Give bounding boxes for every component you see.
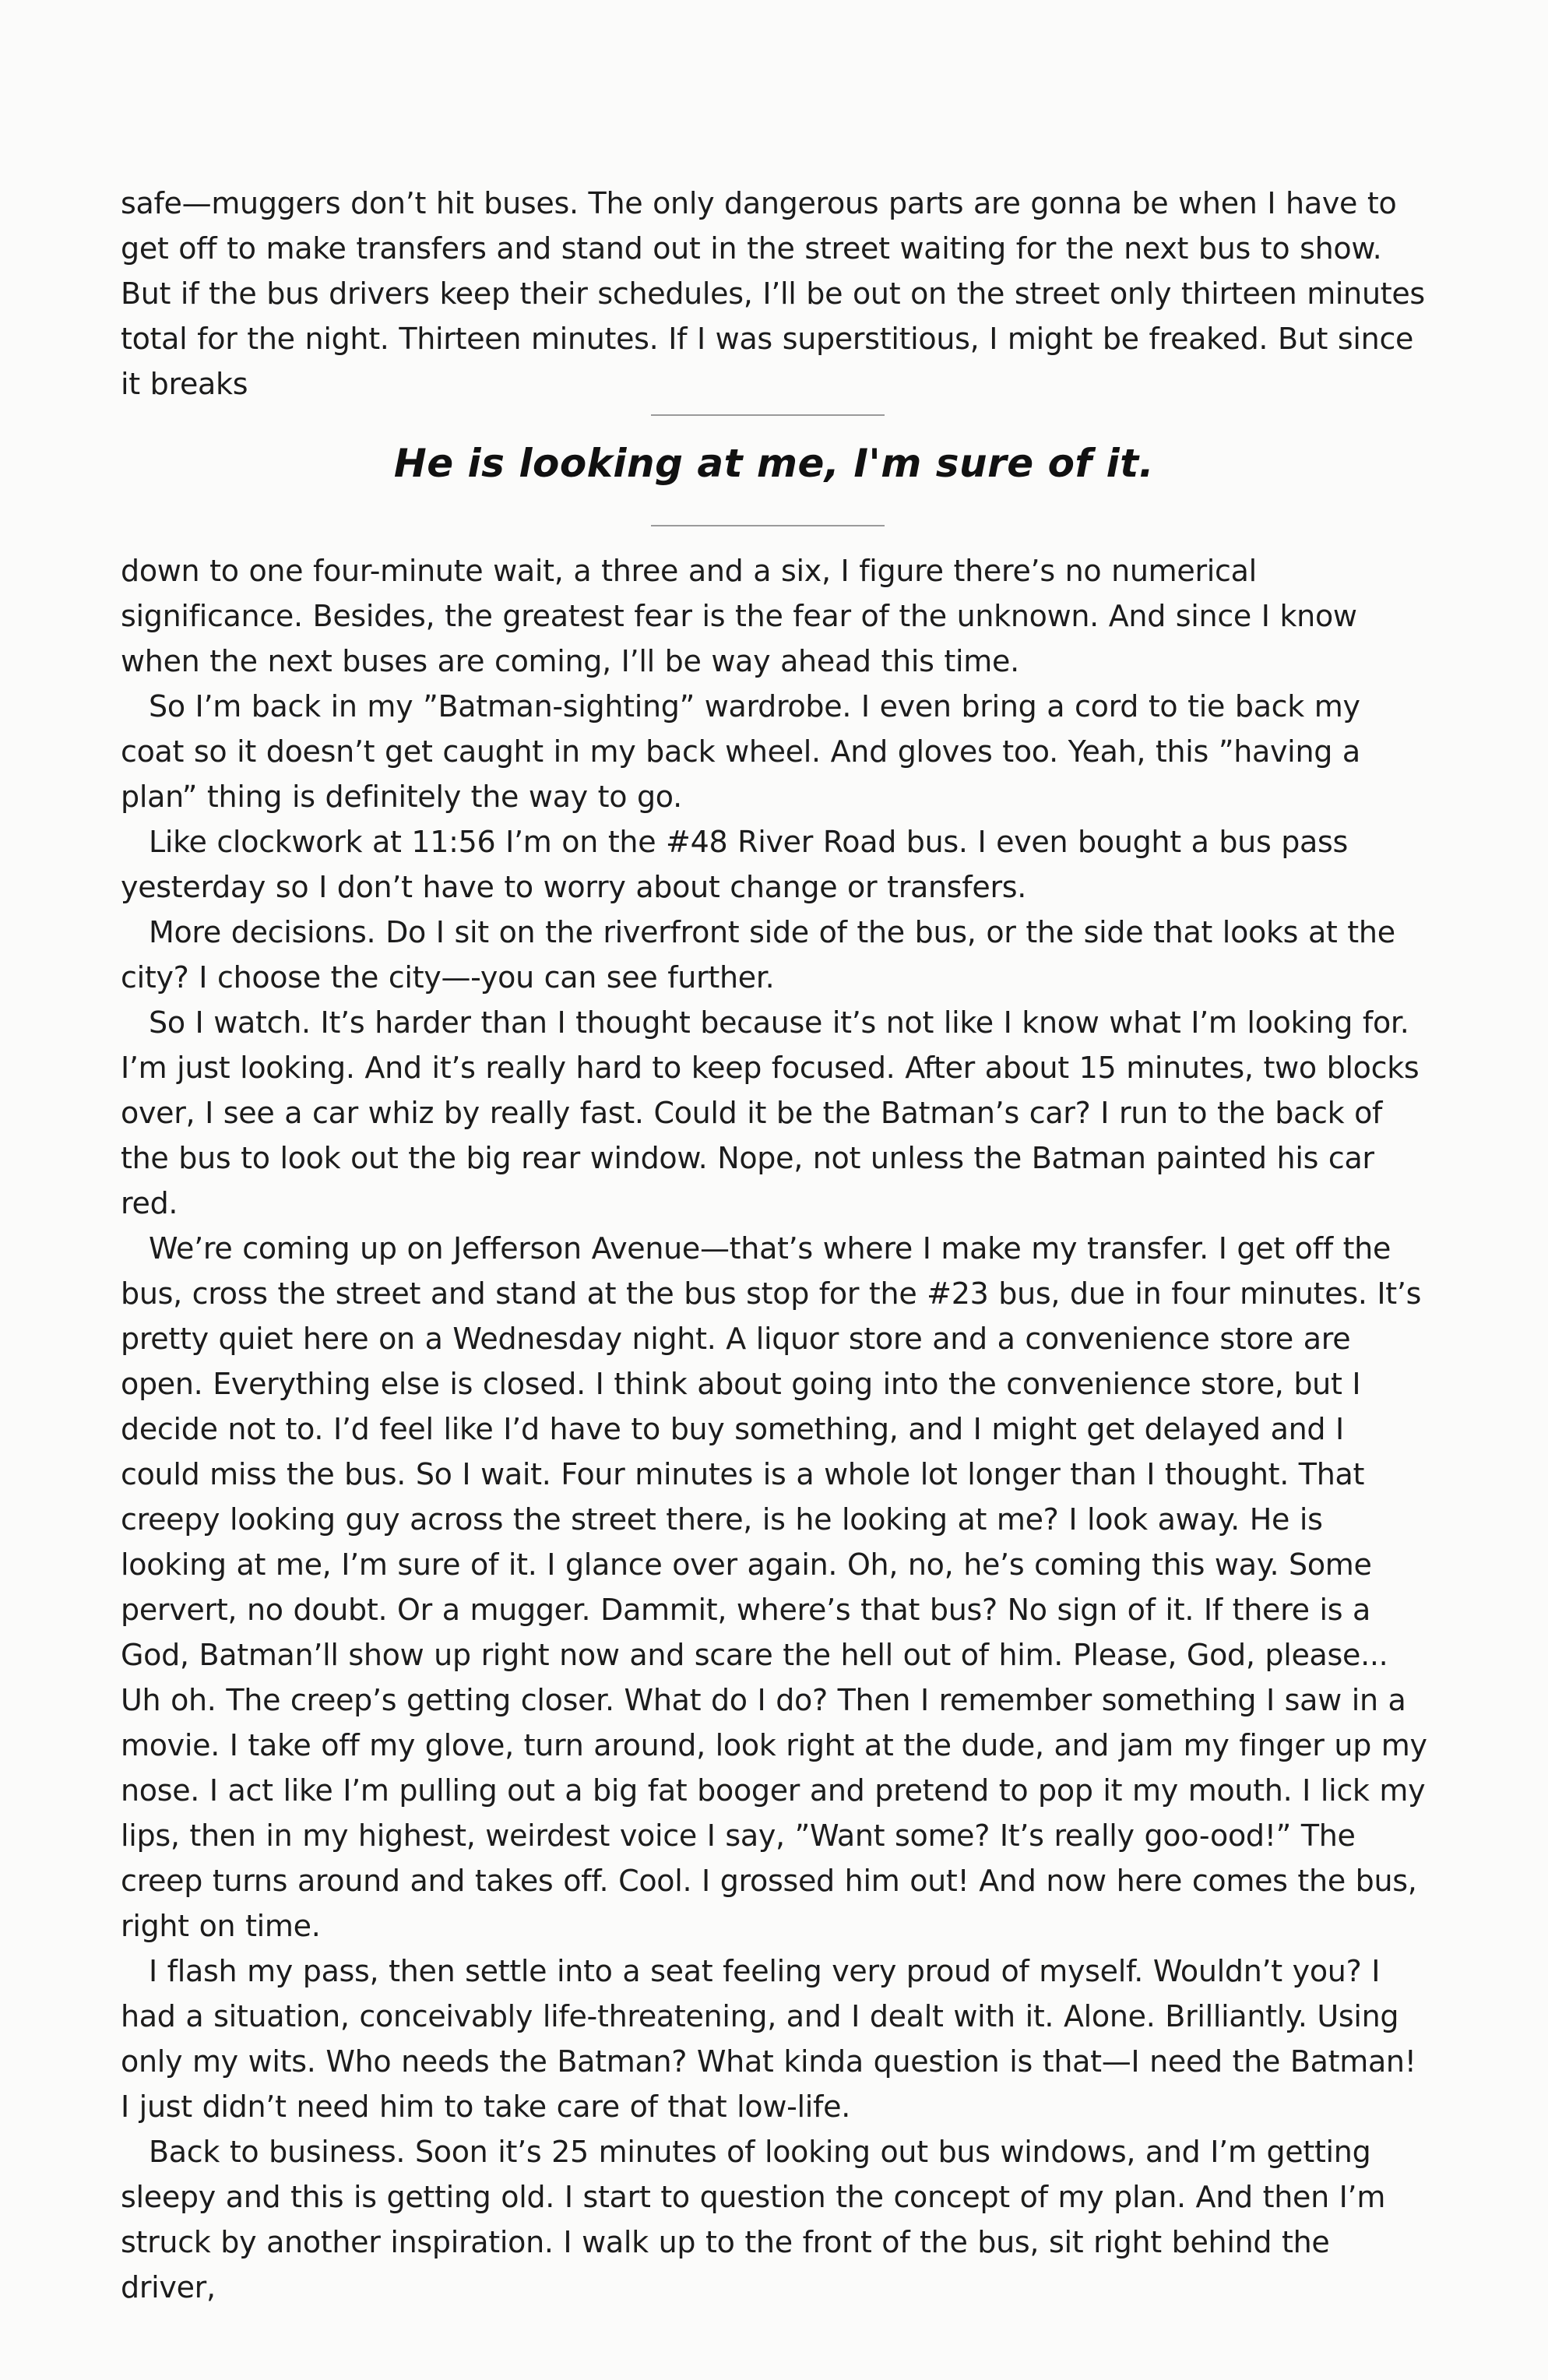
paragraph: I flash my pass, then settle into a seat feeling very proud of myself. Wouldn’t you? I had a situation, conceivably life-threatening, and I dealt with it. Alone. Brilliantly. Using only my wits. Who needs the Batman? What kinda question is that—I need the Batman! I just didn’t need him to take care of that low-life. (121, 1954, 1416, 2124)
paragraph-continuation: down to one four-minute wait, a three and a six, I figure there’s no numerical significance. Besides, the greatest fear is the fear of the unknown. And since I know when the next buses are coming, I’ll be way ahead this time. (121, 554, 1357, 678)
pull-quote-bottom-rule (651, 525, 885, 526)
pull-quote-top-rule (651, 414, 885, 416)
paragraph: More decisions. Do I sit on the riverfront side of the bus, or the side that looks at the city? I choose the city—-you can see further. (121, 915, 1395, 995)
paragraph: We’re coming up on Jefferson Avenue—that’s where I make my transfer. I get off the bus, cross the street and stand at the bus stop for the #23 bus, due in four minutes. It’s pretty quiet here on a Wednesday night. A liquor store and a convenience store are open. Everything else is closed. I think about going into the convenience store, but I decide not to. I’d feel like I’d have to buy something, and I might get delayed and I could miss the bus. So I wait. Four minutes is a whole lot longer than I thought. That creepy looking guy across the street there, is he looking at me? I look away. He is looking at me, I’m sure of it. I glance over again. Oh, no, he’s coming this way. Some pervert, no doubt. Or a mugger. Dammit, where’s that bus? No sign of it. If there is a God, Batman’ll show up right now and scare the hell out of him. Please, God, please... Uh oh. The creep’s getting closer. What do I do? Then I remember something I saw in a movie. I take off my glove, turn around, look right at the dude, and jam my finger up my nose. I act like I’m pulling out a big fat booger and pretend to pop it my mouth. I lick my lips, then in my highest, weirdest voice I say, ”Want some? It’s really goo-ood!” The creep turns around and takes off. Cool. I grossed him out! And now here comes the bus, right on time. (121, 1231, 1427, 1943)
paragraph: Like clockwork at 11:56 I’m on the #48 River Road bus. I even bought a bus pass yesterday so I don’t have to worry about change or transfers. (121, 825, 1349, 904)
pull-quote (0, 414, 1548, 531)
opening-text (121, 181, 1429, 407)
pull-quote-text: He is looking at me, I'm sure of it. (393, 441, 1155, 486)
paragraph-continued: safe—muggers don’t hit buses. The only dangerous parts are gonna be when I have to get off to make transfers and stand out in the street waiting for the next bus to show. But if the bus drivers keep their schedules, I’ll be out on the street only thirteen minutes total for the night. Thirteen minutes. If I was superstitious, I might be freaked. But since it breaks (121, 186, 1425, 401)
paragraph: Back to business. Soon it’s 25 minutes of looking out bus windows, and I’m getting sleepy and this is getting old. I start to question the concept of my plan. And then I’m struck by another inspiration. I walk up to the front of the bus, sit right behind the driver, (121, 2135, 1386, 2304)
paragraph: So I watch. It’s harder than I thought because it’s not like I know what I’m looking for. I’m just looking. And it’s really hard to keep focused. After about 15 minutes, two blocks over, I see a car whiz by really fast. Could it be the Batman’s car? I run to the back of the bus to look out the big rear window. Nope, not unless the Batman painted his car red. (121, 1005, 1420, 1220)
body-text (121, 548, 1429, 2310)
paragraph: So I’m back in my ”Batman-sighting” wardrobe. I even bring a cord to tie back my coat so it doesn’t get caught in my back wheel. And gloves too. Yeah, this ”having a plan” thing is definitely the way to go. (121, 689, 1360, 814)
